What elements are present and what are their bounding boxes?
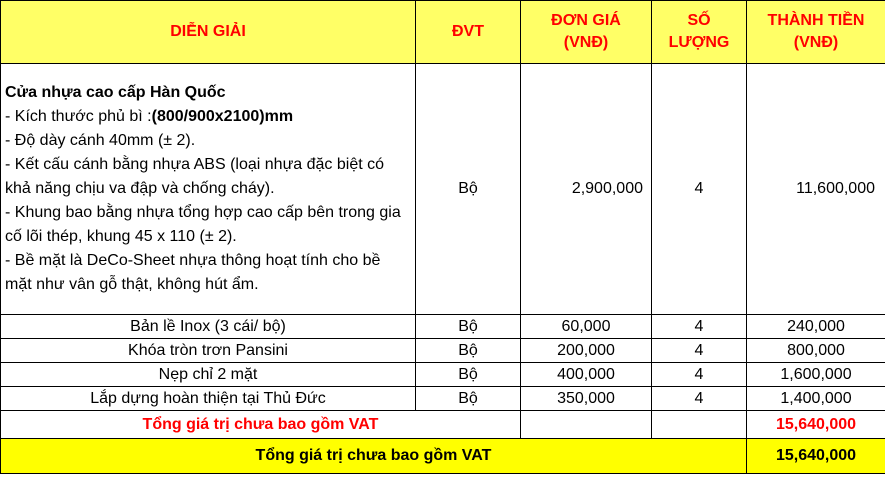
item-qty: 4 <box>652 339 747 363</box>
item-price: 200,000 <box>521 339 652 363</box>
item-unit: Bộ <box>416 315 521 339</box>
main-product-price: 2,900,000 <box>521 64 652 315</box>
main-product-total: 11,600,000 <box>747 64 885 315</box>
subtotal-label: Tổng giá trị chưa bao gồm VAT <box>1 411 521 439</box>
item-description: Lắp dựng hoàn thiện tại Thủ Đức <box>1 387 416 411</box>
table-row <box>1 387 885 411</box>
header-description: DIỄN GIẢI <box>1 1 416 64</box>
item-total: 800,000 <box>747 339 885 363</box>
item-total: 240,000 <box>747 315 885 339</box>
item-unit: Bộ <box>416 387 521 411</box>
header-total: THÀNH TIỀN (VNĐ) <box>747 1 885 64</box>
item-total: 1,400,000 <box>747 387 885 411</box>
main-product-row <box>1 64 885 315</box>
grand-total-value: 15,640,000 <box>747 439 885 474</box>
item-description: Bản lề Inox (3 cái/ bộ) <box>1 315 416 339</box>
main-product-unit: Bộ <box>416 64 521 315</box>
product-surface-line: - Bề mặt là DeCo-Sheet nhựa thông hoạt tính cho bề mặt như vân gỗ thật, không hút ẩm. <box>5 252 381 293</box>
main-product-description <box>1 64 416 315</box>
item-unit: Bộ <box>416 363 521 387</box>
item-price: 60,000 <box>521 315 652 339</box>
item-description: Nẹp chỉ 2 mặt <box>1 363 416 387</box>
main-product-qty: 4 <box>652 64 747 315</box>
subtotal-value: 15,640,000 <box>747 411 885 439</box>
table-row <box>1 339 885 363</box>
item-price: 400,000 <box>521 363 652 387</box>
grand-total-row <box>1 439 885 474</box>
subtotal-row <box>1 411 885 439</box>
table-row <box>1 315 885 339</box>
subtotal-empty-qty <box>652 411 747 439</box>
product-size-value: (800/900x2100)mm <box>151 108 294 125</box>
header-quantity: SỐ LƯỢNG <box>652 1 747 64</box>
product-thickness-line: - Độ dày cánh 40mm (± 2). <box>5 132 196 149</box>
header-row <box>1 1 885 64</box>
item-qty: 4 <box>652 387 747 411</box>
product-size-line: - Kích thước phủ bì :(800/900x2100)mm <box>5 108 294 125</box>
subtotal-empty-price <box>521 411 652 439</box>
product-structure-line: - Kết cấu cánh bằng nhựa ABS (loại nhựa đặc biệt có khả năng chịu va đập và chống cháy). <box>5 156 384 197</box>
item-qty: 4 <box>652 363 747 387</box>
item-total: 1,600,000 <box>747 363 885 387</box>
item-description: Khóa tròn trơn Pansini <box>1 339 416 363</box>
item-qty: 4 <box>652 315 747 339</box>
item-price: 350,000 <box>521 387 652 411</box>
grand-total-label: Tổng giá trị chưa bao gồm VAT <box>1 439 747 474</box>
header-unit-price: ĐƠN GIÁ (VNĐ) <box>521 1 652 64</box>
table-row <box>1 363 885 387</box>
header-unit: ĐVT <box>416 1 521 64</box>
product-title: Cửa nhựa cao cấp Hàn Quốc <box>5 84 226 101</box>
product-frame-line: - Khung bao bằng nhựa tổng hợp cao cấp bên trong gia cố lõi thép, khung 45 x 110 (± 2). <box>5 204 401 245</box>
item-unit: Bộ <box>416 339 521 363</box>
